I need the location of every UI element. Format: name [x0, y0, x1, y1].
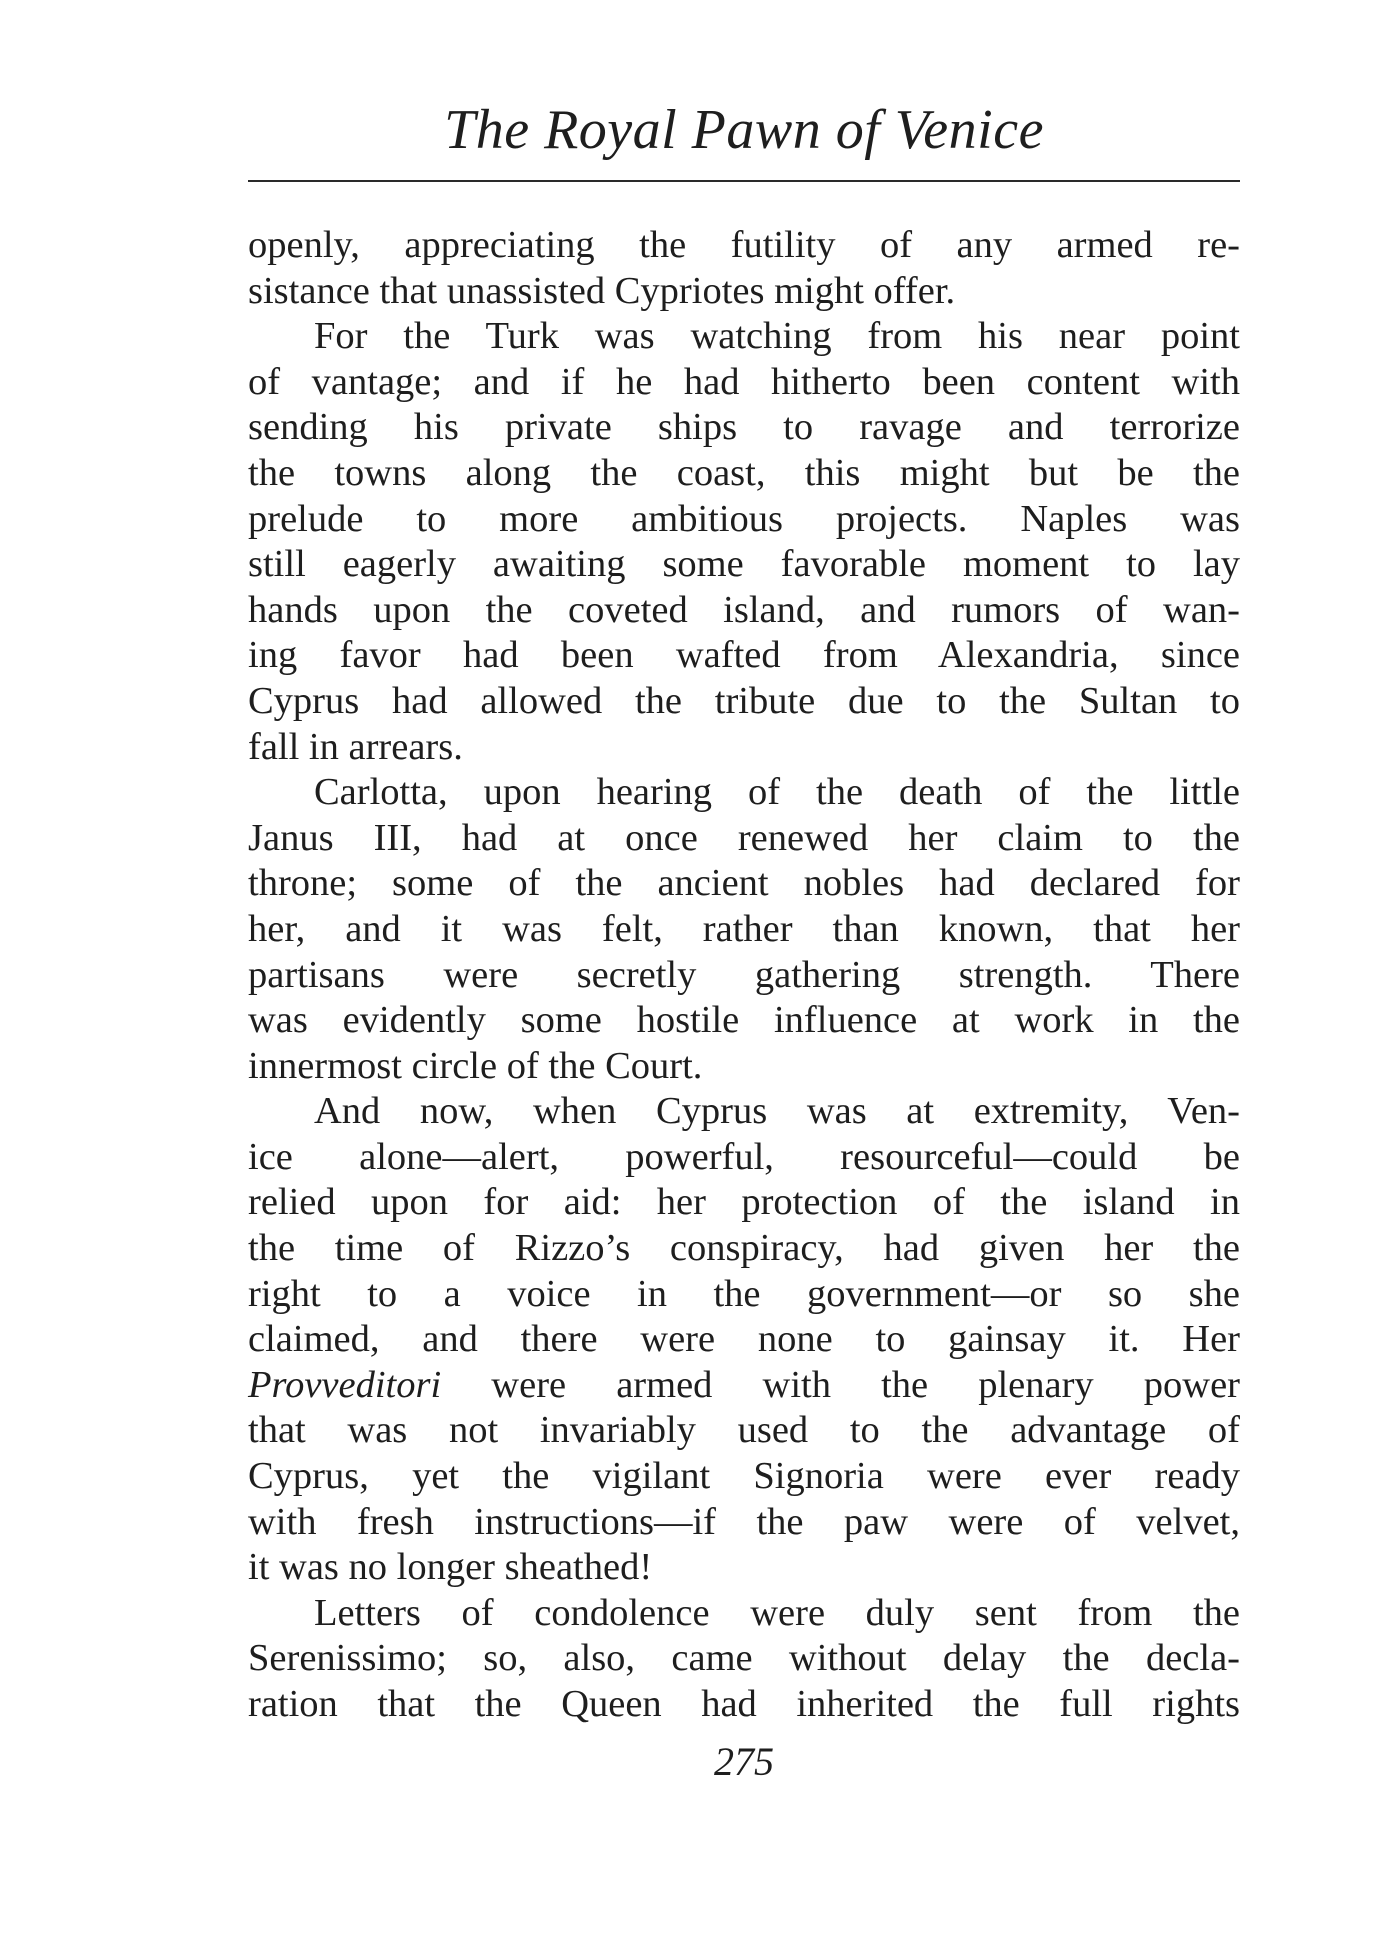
- text-line: throne; some of the ancient nobles had declared for: [248, 862, 1240, 905]
- text-line: the time of Rizzo’s conspiracy, had given her the: [248, 1227, 1240, 1270]
- text-line: partisans were secretly gathering strength. There: [248, 953, 1240, 996]
- text-line: relied upon for aid: her protection of the island in: [248, 1181, 1240, 1224]
- text-line: prelude to more ambitious projects. Naples was: [248, 497, 1240, 540]
- text-line: claimed, and there were none to gainsay it. Her: [248, 1318, 1240, 1361]
- text-line-with-italic: [248, 1363, 1240, 1409]
- text-line: that was not invariably used to the advantage of: [248, 1409, 1240, 1452]
- text-line-rest: were armed with the plenary power: [491, 1363, 1241, 1406]
- text-line: Cyprus, yet the vigilant Signoria were ever ready: [248, 1455, 1240, 1498]
- text-line: Letters of condolence were duly sent from the: [314, 1591, 1240, 1634]
- text-line: openly, appreciating the futility of any armed re-: [248, 224, 1240, 266]
- text-line: it was no longer sheathed!: [248, 1546, 653, 1589]
- text-line: Carlotta, upon hearing of the death of the little: [314, 771, 1240, 814]
- text-line: right to a voice in the government—or so she: [248, 1272, 1240, 1315]
- text-line: Serenissimo; so, also, came without delay the decla-: [248, 1637, 1240, 1680]
- text-line: innermost circle of the Court.: [248, 1044, 703, 1087]
- page-number: 275: [714, 1739, 774, 1784]
- text-line: ice alone—alert, powerful, resourceful—could be: [248, 1135, 1240, 1178]
- text-line: And now, when Cyprus was at extremity, Ven-: [314, 1090, 1240, 1133]
- running-title: The Royal Pawn of Venice: [444, 99, 1044, 161]
- text-line: ration that the Queen had inherited the full rights: [248, 1683, 1240, 1725]
- text-line: still eagerly awaiting some favorable moment to lay: [248, 543, 1240, 586]
- text-line: her, and it was felt, rather than known, that her: [248, 907, 1240, 950]
- text-line: hands upon the coveted island, and rumors of wan-: [248, 588, 1240, 631]
- text-line: Cyprus had allowed the tribute due to the Sultan to: [248, 679, 1240, 722]
- text-line: sistance that unassisted Cypriotes might offer.: [248, 269, 956, 312]
- body-text: [248, 223, 1240, 1728]
- text-line: fall in arrears.: [248, 725, 463, 768]
- text-line: sending his private ships to ravage and terrorize: [248, 406, 1240, 449]
- text-line: For the Turk was watching from his near point: [314, 315, 1240, 358]
- text-line: Janus III, had at once renewed her claim to the: [248, 816, 1240, 859]
- text-line: of vantage; and if he had hitherto been content with: [248, 360, 1240, 403]
- header-rule: [248, 180, 1240, 182]
- text-line: ing favor had been wafted from Alexandria, since: [248, 634, 1240, 677]
- text-line: the towns along the coast, this might but be the: [248, 451, 1240, 494]
- italic-term: Provveditori: [248, 1363, 442, 1406]
- text-line: with fresh instructions—if the paw were of velvet,: [248, 1500, 1240, 1543]
- text-line: was evidently some hostile influence at work in the: [248, 999, 1240, 1042]
